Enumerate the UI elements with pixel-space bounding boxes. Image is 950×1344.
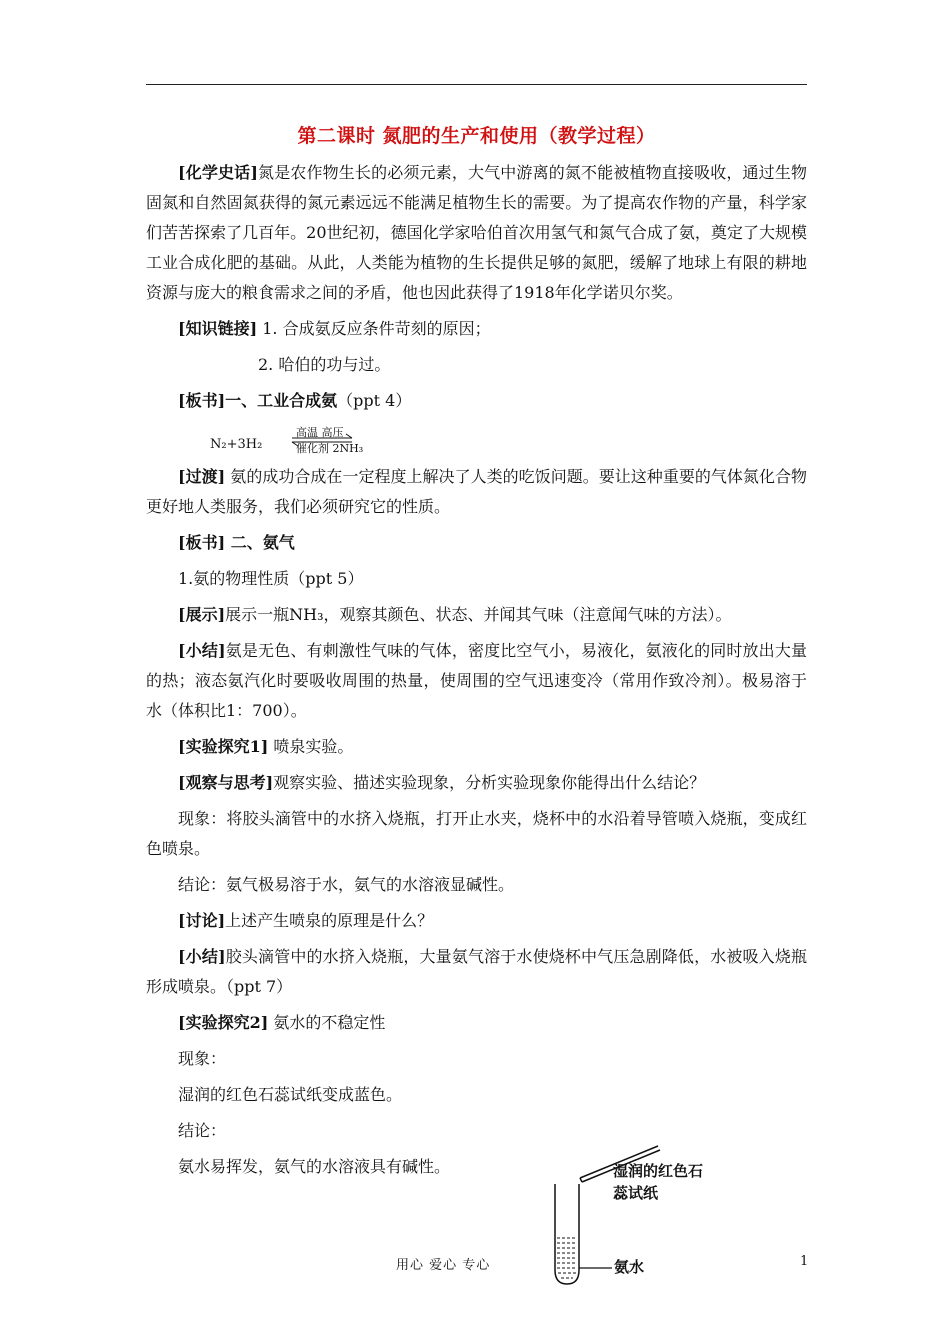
label-ammonia-water: 氨水 [614,1258,645,1276]
paragraph-summary-2 [146,942,807,1002]
paragraph-phenomenon-2-label: 现象： [178,1049,227,1068]
text-discussion: 上述产生喷泉的原理是什么？ [225,911,434,930]
tag-board-1: [板书]一、工业合成氨 [178,391,338,410]
paragraph-conclusion-2: 氨水易挥发，氨气的水溶液具有碱性。 [178,1157,451,1176]
text-observe: 观察实验、描述实验现象，分析实验现象你能得出什么结论？ [273,773,706,792]
page-title: 第二课时 氮肥的生产和使用（教学过程） [297,125,656,147]
header-rule [146,84,807,85]
paragraph-transition [146,462,807,522]
equation-condition-top: 高温 高压 [296,426,344,439]
tag-experiment-2: [实验探究2] [178,1013,269,1032]
tag-transition: [过渡] [178,467,226,486]
text-history: 氮是农作物生长的必须元素，大气中游离的氮不能被植物直接吸收，通过生物固氮和自然固氮获得的氮元素远远不能满足植物生长的需要。为了提高农作物的产量，科学家们苦苦探索了几百年。20世纪初，德国化学家哈伯首次用氢气和氮气合成了氨，奠定了大规模工业合成化肥的基础。从此，人类能为植物的生长提供足够的氮肥，缓解了地球上有限的耕地资源与庞大的粮食需求之间的矛盾，他也因此获得了1918年化学诺贝尔奖。 [146,163,807,302]
paragraph-conclusion-2-label: 结论： [178,1121,227,1140]
tag-summary-1: [小结] [178,641,226,660]
paragraph-experiment-2 [146,1008,807,1038]
text-display: 展示一瓶NH₃，观察其颜色、状态、并闻其气味（注意闻气味的方法）。 [225,605,732,624]
label-litmus-paper: 湿润的红色石蕊试纸 [613,1162,704,1202]
tag-experiment-1: [实验探究1] [178,737,269,756]
tag-knowledge-link: [知识链接] [178,319,258,338]
text-knowledge-1: 1. 合成氨反应条件苛刻的原因； [257,319,491,338]
page-number: 1 [800,1254,809,1269]
tag-observe: [观察与思考] [178,773,274,792]
reversible-arrow-icon [290,422,360,452]
paragraph-board-1 [146,386,807,416]
paragraph-history [146,158,807,308]
text-experiment-2: 氨水的不稳定性 [268,1013,386,1032]
paragraph-phenomenon-2: 湿润的红色石蕊试纸变成蓝色。 [178,1085,403,1104]
paragraph-knowledge-link [146,314,807,344]
tag-discussion: [讨论] [178,911,226,930]
catalyst-text: 催化剂 [296,442,329,455]
paragraph-knowledge-2: 2. 哈伯的功与过。 [258,355,391,374]
tag-summary-2: [小结] [178,947,226,966]
paragraph-conclusion-1: 结论：氨气极易溶于水，氨气的水溶液显碱性。 [178,875,515,894]
equation-reactants: N₂+3H₂ [210,437,263,452]
footer-motto: 用心 爱心 专心 [396,1258,491,1273]
test-tube-figure [540,1142,704,1292]
paragraph-display [146,600,807,630]
tag-board-2: [板书] 二、氨气 [178,533,295,552]
paragraph-summary-1 [146,636,807,726]
paragraph-discussion [146,906,807,936]
text-transition: 氨的成功合成在一定程度上解决了人类的吃饭问题。要让这种重要的气体氮化合物更好地人类服务，我们必须研究它的性质。 [146,467,807,516]
tag-display: [展示] [178,605,226,624]
text-board-1: （ppt 4） [337,391,412,410]
equation-product: 2NH₃ [332,442,364,455]
document-body [146,158,807,1188]
ammonia-equation [146,422,807,456]
paragraph-phenomenon-1: 现象：将胶头滴管中的水挤入烧瓶，打开止水夹，烧杯中的水沿着导管喷入烧瓶，变成红色喷泉。 [146,809,807,858]
paragraph-experiment-1 [146,732,807,762]
text-experiment-1: 喷泉实验。 [268,737,354,756]
text-summary-1: 氨是无色、有刺激性气味的气体，密度比空气小，易液化，氨液化的同时放出大量的热；液态氨汽化时要吸收周围的热量，使周围的空气迅速变冷（常用作致冷剂）。极易溶于水（体积比1：700）。 [146,641,807,720]
tag-history: [化学史话] [178,163,258,182]
paragraph-observe [146,768,807,798]
paragraph-board-2 [146,528,807,558]
text-summary-2: 胶头滴管中的水挤入烧瓶，大量氨气溶于水使烧杯中气压急剧降低，水被吸入烧瓶形成喷泉。（ppt 7） [146,947,807,996]
paragraph-physical-properties: 1.氨的物理性质（ppt 5） [178,569,364,588]
